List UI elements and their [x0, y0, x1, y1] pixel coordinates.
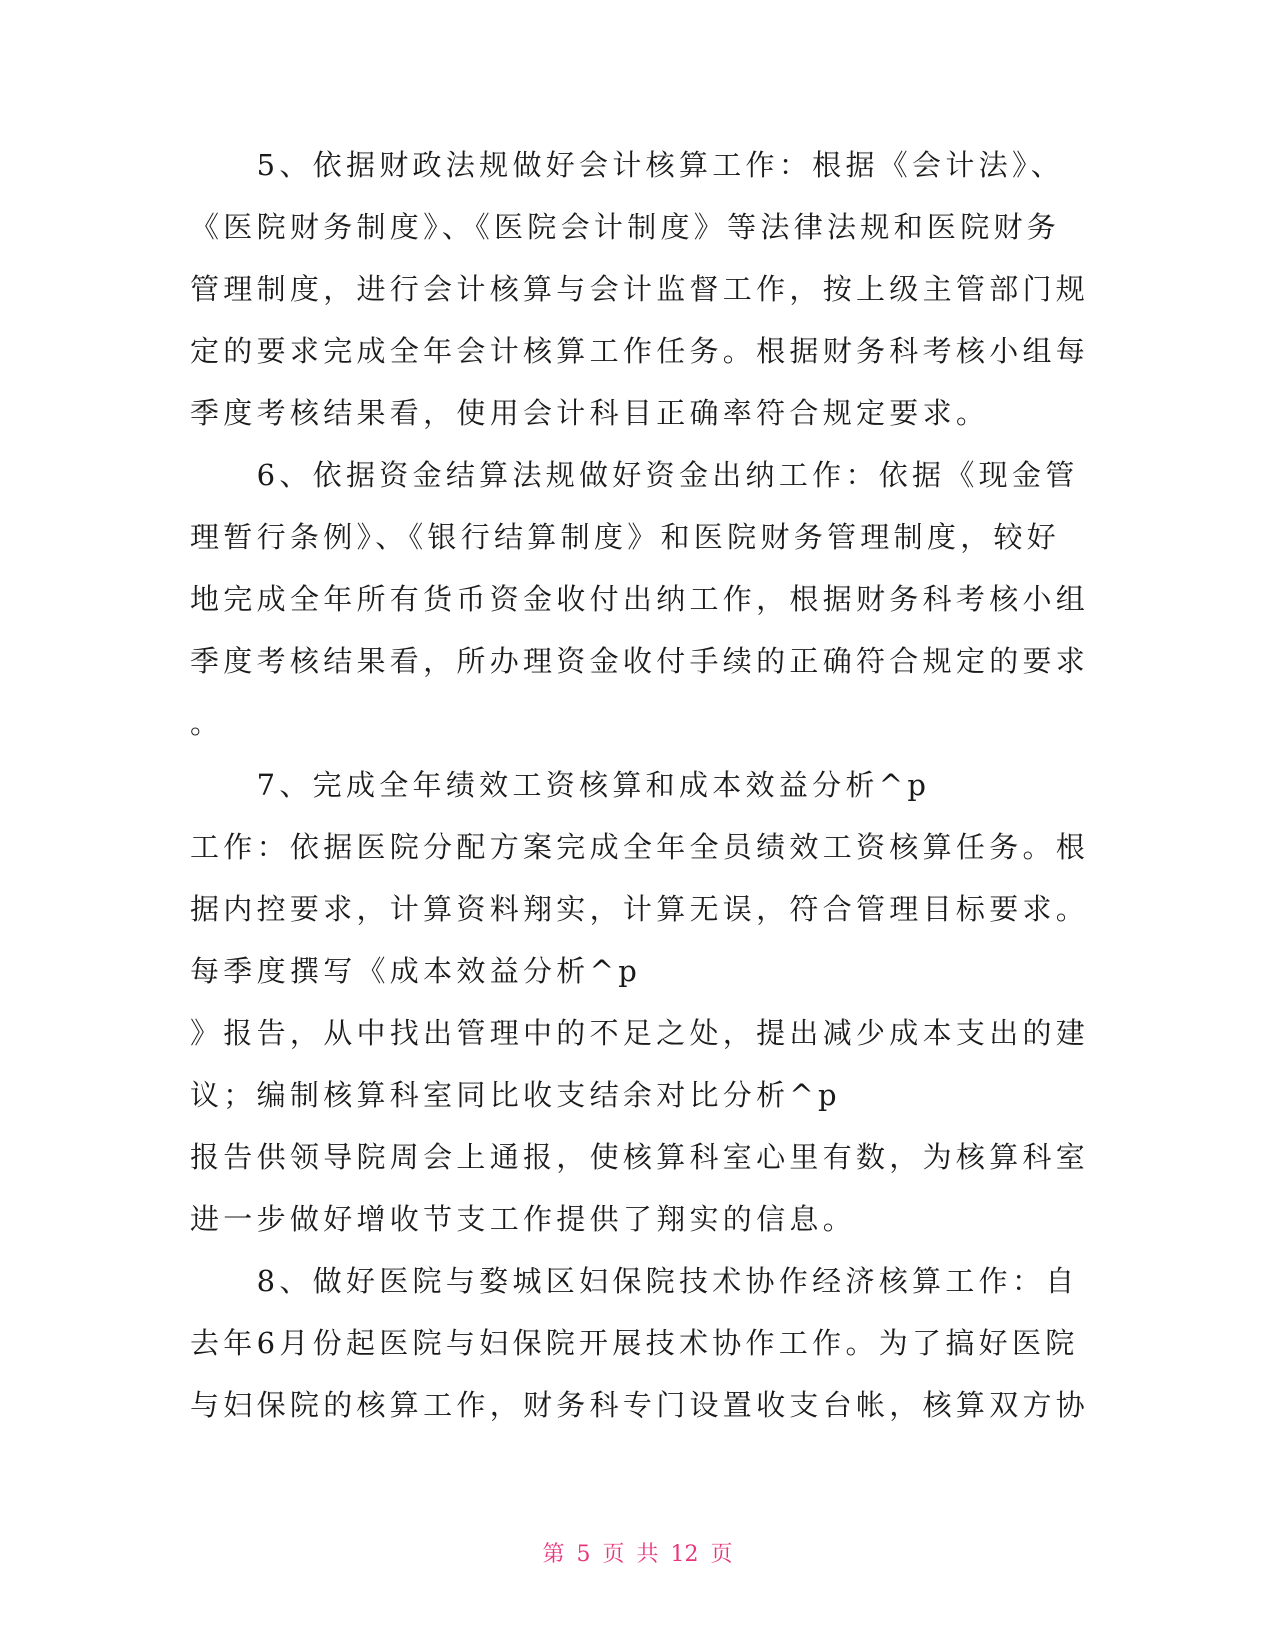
text-line: 地完成全年所有货币资金收付出纳工作，根据财务科考核小组	[190, 582, 1090, 616]
text-line: 据内控要求，计算资料翔实，计算无误，符合管理目标要求。	[190, 892, 1090, 926]
text-line: 》报告，从中找出管理中的不足之处，提出减少成本支出的建	[190, 1016, 1090, 1050]
footer-current-page: 5	[576, 1542, 591, 1567]
text-line: 《医院财务制度》、《医院会计制度》等法律法规和医院财务	[190, 210, 1061, 244]
text-line: 管理制度，进行会计核算与会计监督工作，按上级主管部门规	[190, 272, 1090, 306]
text-line: 7、完成全年绩效工资核算和成本效益分析^p	[190, 768, 931, 802]
text-line: 。	[190, 706, 224, 740]
text-line: 工作：依据医院分配方案完成全年全员绩效工资核算任务。根	[190, 830, 1090, 864]
text-line: 与妇保院的核算工作，财务科专门设置收支台帐，核算双方协	[190, 1388, 1090, 1422]
text-line: 议；编制核算科室同比收支结余对比分析^p	[190, 1078, 841, 1112]
text-line: 6、依据资金结算法规做好资金出纳工作：依据《现金管	[190, 458, 1079, 492]
footer-prefix: 第	[542, 1542, 565, 1567]
footer-total-word: 共	[636, 1542, 659, 1567]
footer-suffix: 页	[710, 1542, 733, 1567]
text-line: 定的要求完成全年会计核算工作任务。根据财务科考核小组每	[190, 334, 1090, 368]
text-line: 去年6月份起医院与妇保院开展技术协作工作。为了搞好医院	[190, 1326, 1079, 1360]
text-line: 进一步做好增收节支工作提供了翔实的信息。	[190, 1202, 857, 1236]
text-line: 报告供领导院周会上通报，使核算科室心里有数，为核算科室	[190, 1140, 1090, 1174]
footer-page-word: 页	[602, 1542, 625, 1567]
text-line: 每季度撰写《成本效益分析^p	[190, 954, 642, 988]
text-line: 理暂行条例》、《银行结算制度》和医院财务管理制度，较好	[190, 520, 1061, 554]
footer-total-pages: 12	[670, 1542, 699, 1567]
text-line: 季度考核结果看，使用会计科目正确率符合规定要求。	[190, 396, 990, 430]
page-number-footer	[0, 1540, 1275, 1570]
text-line: 5、依据财政法规做好会计核算工作：根据《会计法》、	[190, 148, 1065, 182]
text-line: 8、做好医院与婺城区妇保院技术协作经济核算工作：自	[190, 1264, 1079, 1298]
text-line: 季度考核结果看，所办理资金收付手续的正确符合规定的要求	[190, 644, 1090, 678]
